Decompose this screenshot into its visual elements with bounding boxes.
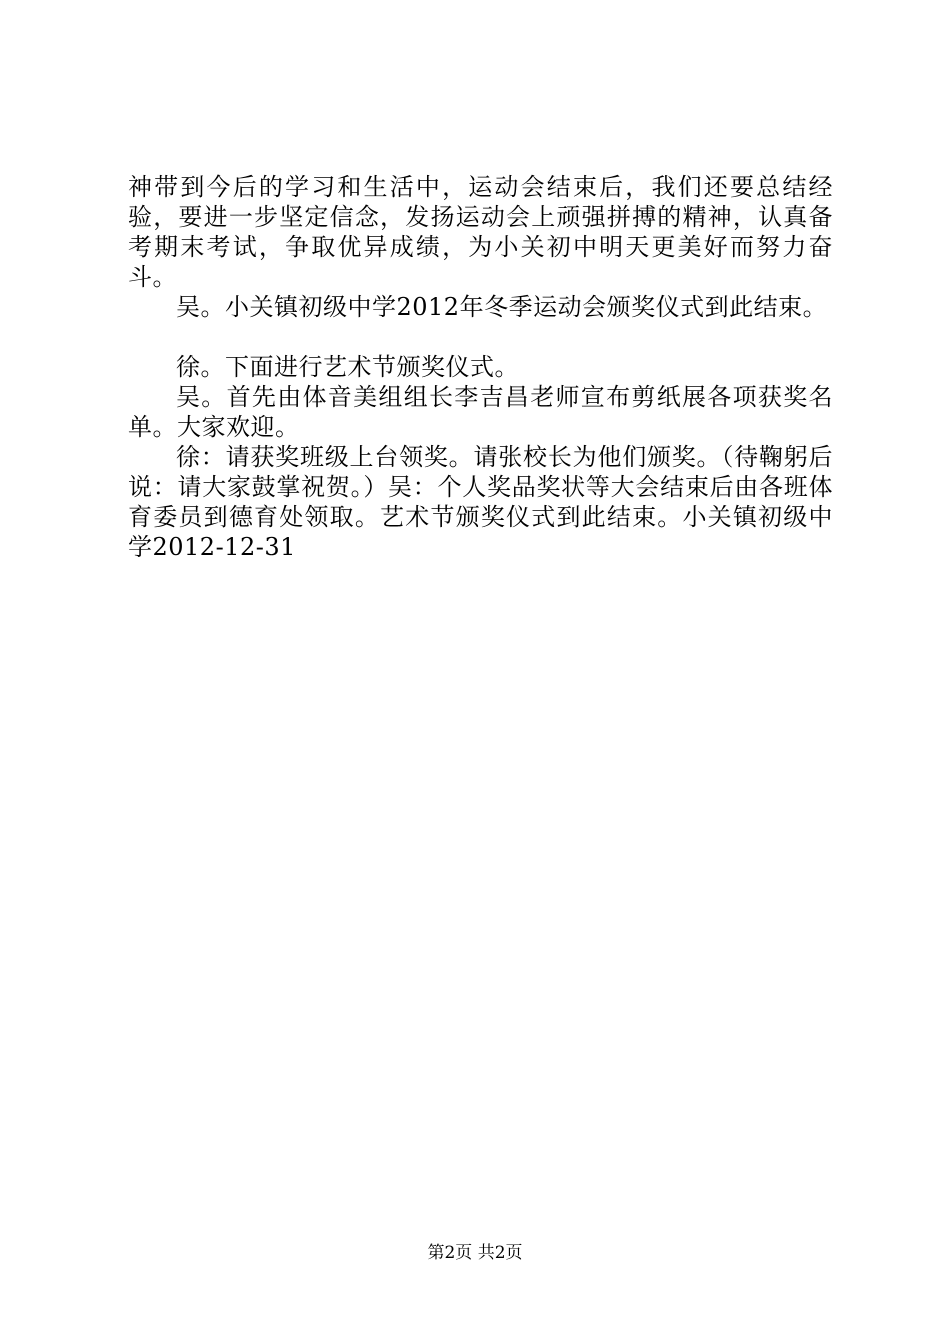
document-body <box>128 172 833 562</box>
paragraph-award-closing: 徐：请获奖班级上台领奖。请张校长为他们颁奖。（待鞠躬后说：请大家鼓掌祝贺。）吴：个人奖品奖状等大会结束后由各班体育委员到德育处领取。艺术节颁奖仪式到此结束。小关镇初级中学2012-12-31 <box>128 443 833 561</box>
paragraph-paper-cut-winners: 吴。首先由体音美组组长李吉昌老师宣布剪纸展各项获奖名单。大家欢迎。 <box>128 383 833 441</box>
paragraph-sports-ceremony-end: 吴。小关镇初级中学2012年冬季运动会颁奖仪式到此结束。 <box>176 293 828 321</box>
page-footer <box>0 1242 950 1264</box>
paragraph-spacer <box>128 322 833 352</box>
paragraph-art-festival-start: 徐。下面进行艺术节颁奖仪式。 <box>176 353 519 381</box>
page-number-label: 第2页 共2页 <box>427 1243 523 1263</box>
paragraph-continuation: 神带到今后的学习和生活中，运动会结束后，我们还要总结经验，要进一步坚定信念，发扬运动会上顽强拼搏的精神，认真备考期末考试，争取优异成绩，为小关初中明天更美好而努力奋斗。 <box>128 173 833 291</box>
